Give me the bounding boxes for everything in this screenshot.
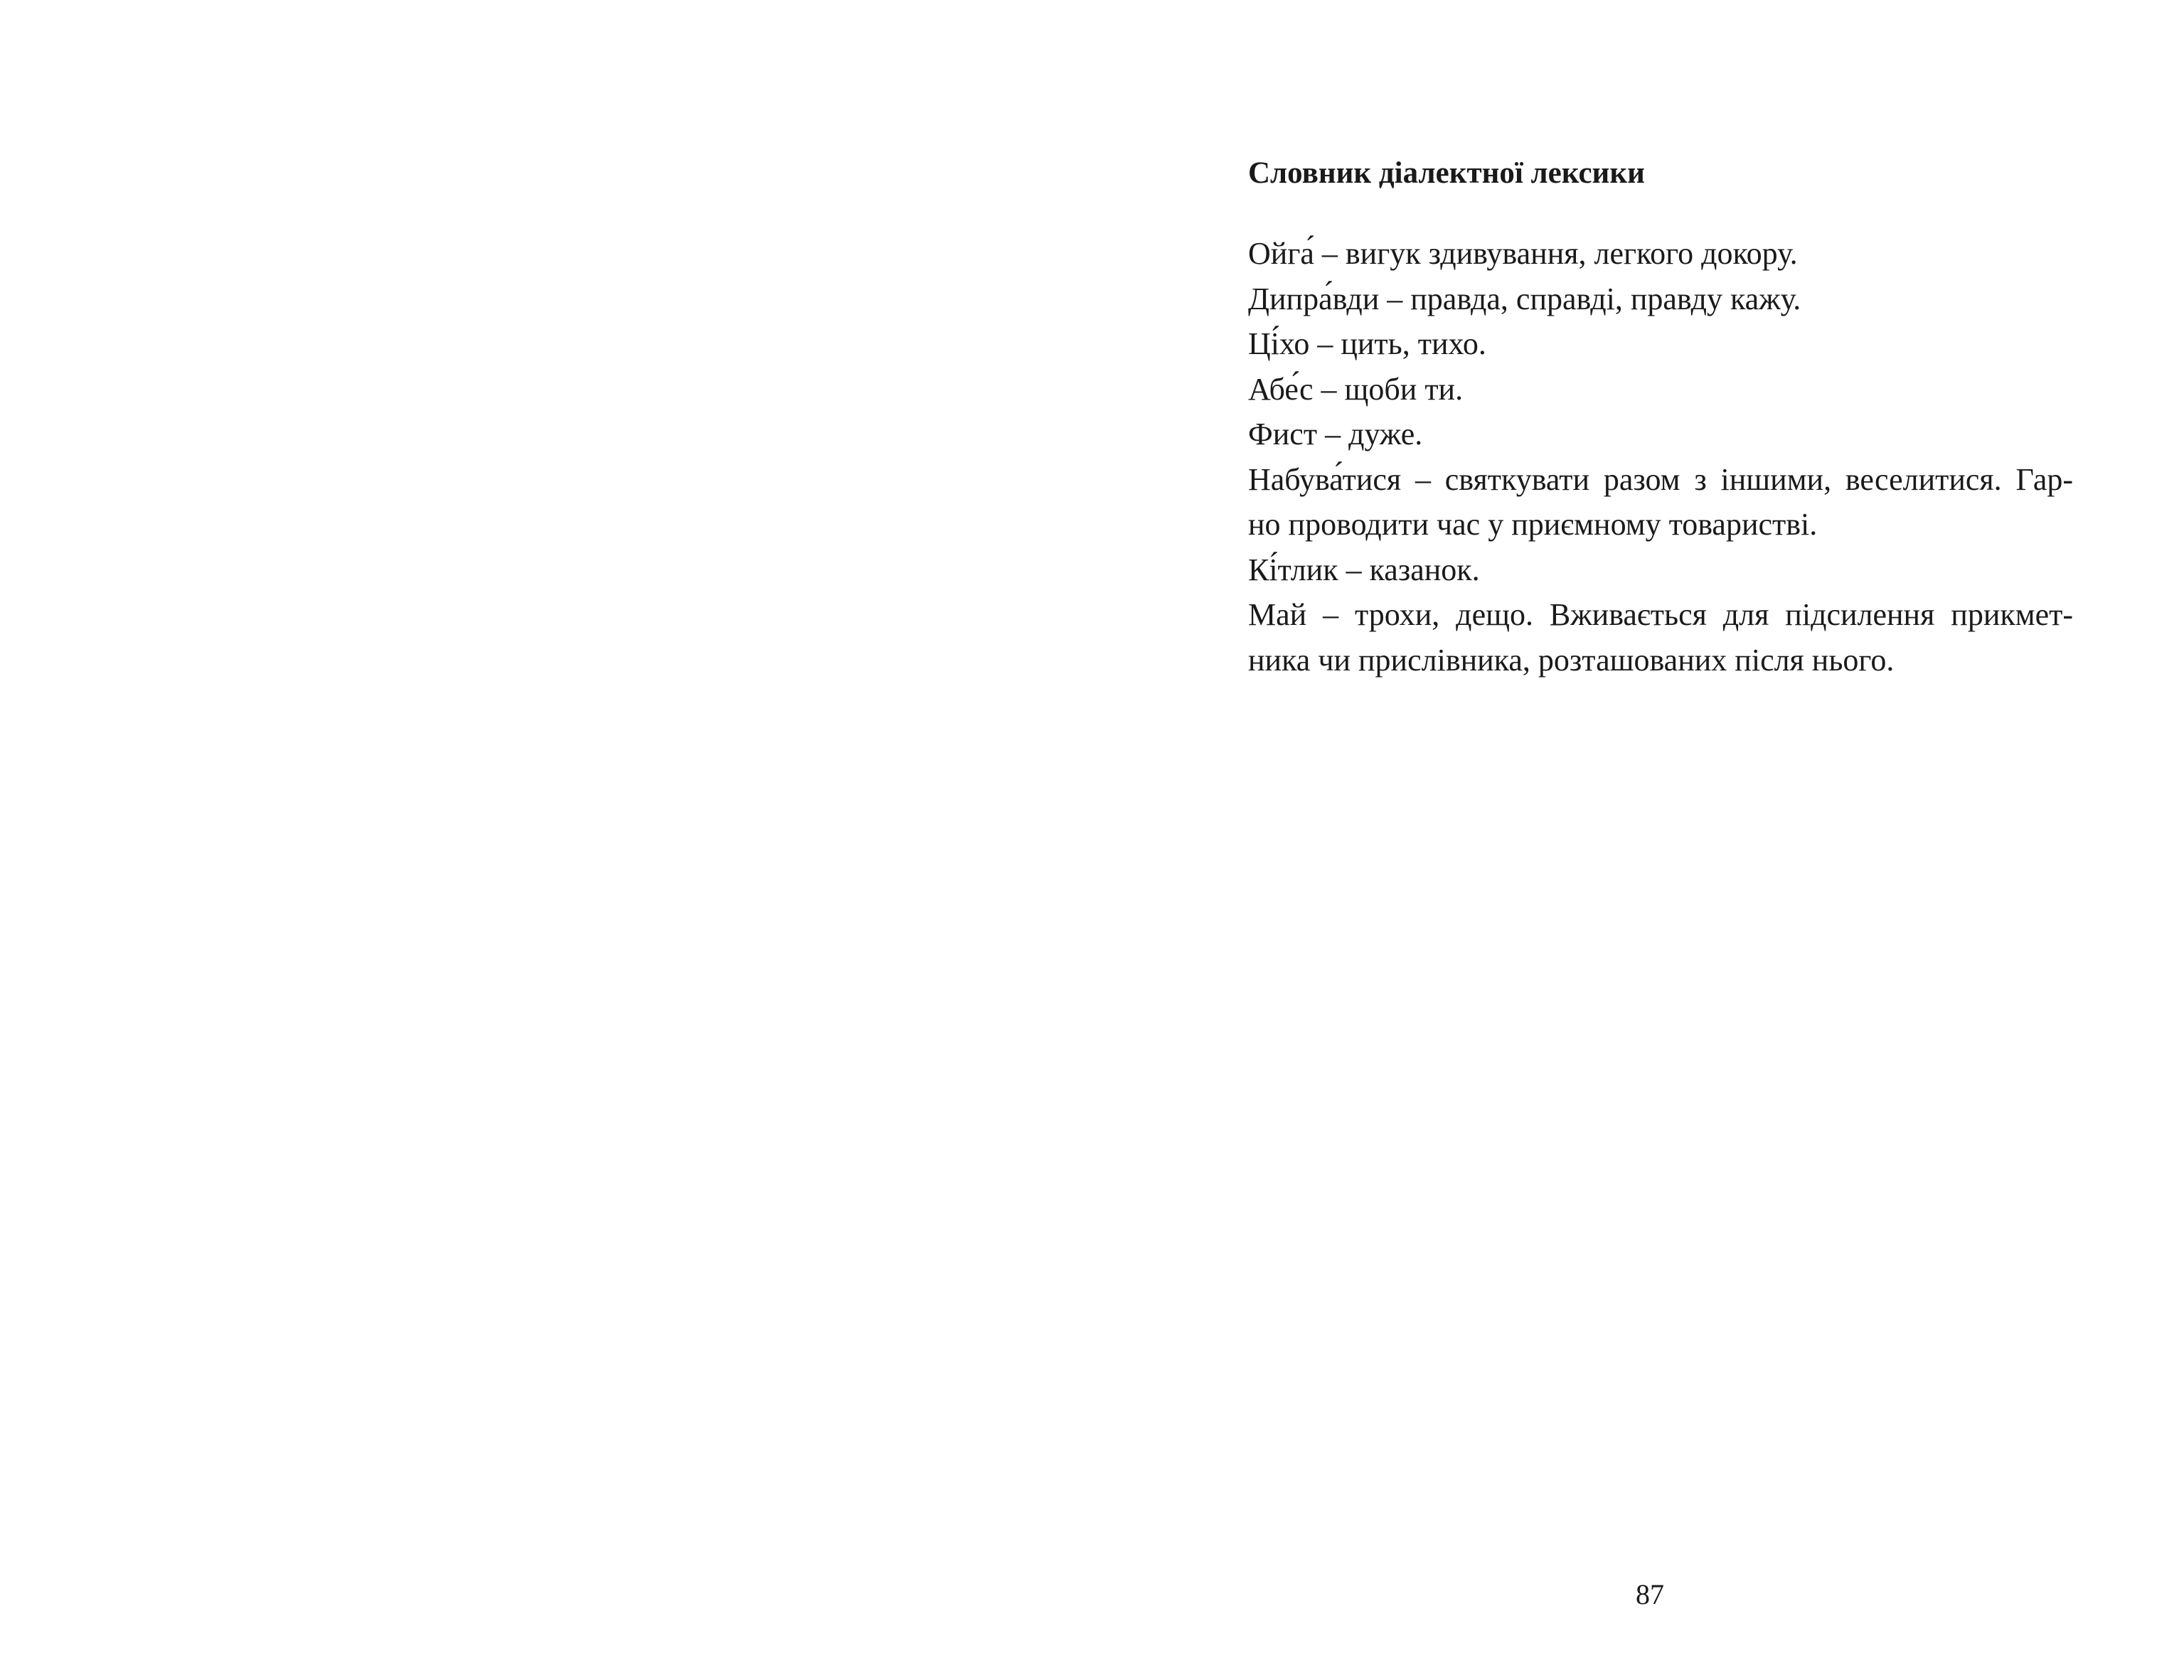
glossary-entry-mai: Май – трохи, дещо. Вживається для підсилення прикмет- — [1248, 597, 2073, 632]
glossary-entry-mai-cont: ника чи прислівника, розташованих після нього. — [1248, 642, 1895, 678]
glossary-entry-dypravdy: Дипра́вди – правда, справді, правду кажу. — [1248, 281, 1801, 316]
glossary-title: Словник діалектної лексики — [1248, 156, 1645, 190]
glossary-entry-nabuvatysia: Набува́тися – святкувати разом з іншими, веселитися. Гар- — [1248, 461, 2073, 497]
glossary-entry-abes: Абе́с – щоби ти. — [1248, 371, 1464, 407]
page-number: 87 — [1636, 1578, 1664, 1610]
right-page — [1092, 0, 2184, 1680]
glossary-entry-kitlyk: Кі́тлик – казанок. — [1248, 552, 1480, 587]
dialect-glossary — [1248, 153, 2073, 683]
glossary-entry-nabuvatysia-cont: но проводити час у приємному товаристві. — [1248, 507, 1818, 542]
glossary-entry-tsikho: Ці́хо – цить, тихо. — [1248, 326, 1486, 361]
glossary-entry-fyst: Фист – дуже. — [1248, 417, 1423, 451]
glossary-entry-oyha: Ойга́ – вигук здивування, легкого докору. — [1248, 236, 1798, 271]
